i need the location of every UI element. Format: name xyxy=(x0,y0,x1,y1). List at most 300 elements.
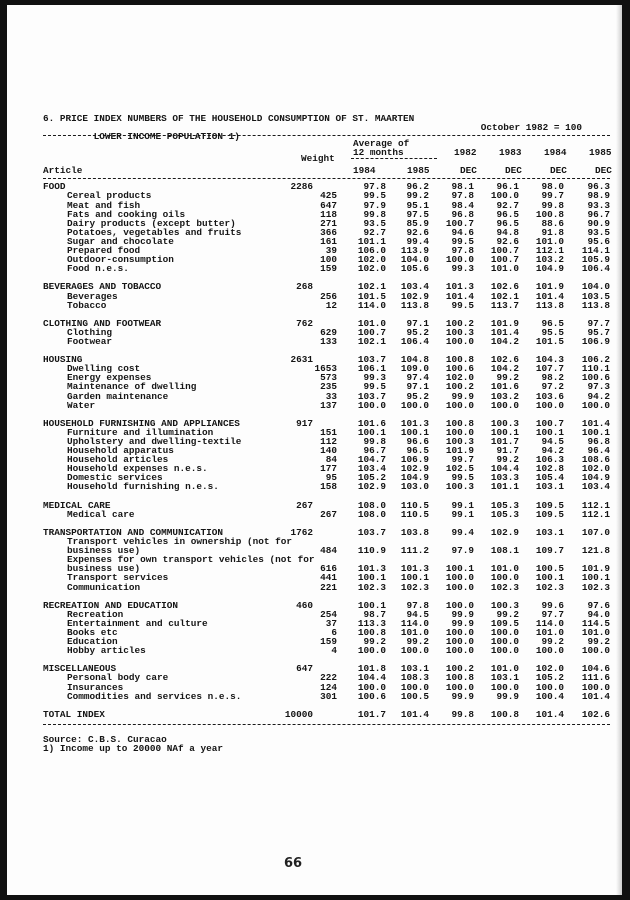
weight-value: 460 xyxy=(296,599,313,611)
header-average-line2: 12 months xyxy=(353,147,404,159)
dec-1985-value: 97.7 xyxy=(587,317,610,329)
avg-1984-value: 97.8 xyxy=(363,181,386,193)
dec-1982-value: 100.2 xyxy=(445,663,474,675)
article-name: CLOTHING AND FOOTWEAR xyxy=(43,317,162,329)
page-number: 66 xyxy=(284,856,303,871)
avg-1984-value: 102.3 xyxy=(357,581,386,593)
dec-1982-value: 101.3 xyxy=(445,281,474,293)
weight-value: 366 xyxy=(320,226,337,238)
total-row xyxy=(43,710,610,719)
weight-value: 616 xyxy=(320,563,337,575)
weight-value: 2631 xyxy=(290,354,313,366)
dec-1984-value: 103.1 xyxy=(535,481,564,493)
weight-value: 112 xyxy=(320,436,337,447)
dec-1982-value: 99.9 xyxy=(451,608,474,620)
dec-1982-value: 98.4 xyxy=(451,199,474,211)
article-name: Household apparatus xyxy=(67,445,174,457)
dec-1982-value: 100.3 xyxy=(445,436,474,447)
header-avg-1985: 1985 xyxy=(407,165,430,177)
avg-1985-value: 97.1 xyxy=(406,381,429,393)
table-row xyxy=(43,510,610,519)
dec-1985-value: 103.5 xyxy=(581,290,610,302)
header-dec-1983: DEC xyxy=(505,165,522,177)
article-name: Beverages xyxy=(67,290,118,302)
dec-1982-value: 100.0 xyxy=(445,254,474,266)
dec-1983-value: 100.7 xyxy=(490,245,519,257)
dec-1982-value: 100.0 xyxy=(445,645,474,657)
dec-1982-value: 99.5 xyxy=(451,235,474,247)
dec-1985-value: 112.1 xyxy=(581,499,610,511)
base-period: October 1982 = 100 xyxy=(480,122,582,134)
dec-1985-value: 96.4 xyxy=(587,445,610,457)
dec-1984-value: 99.8 xyxy=(541,199,564,211)
dec-1984-value: 101.4 xyxy=(535,290,564,302)
avg-1984-value: 103.4 xyxy=(357,463,386,475)
table-row xyxy=(43,482,610,491)
article-name: HOUSEHOLD FURNISHING AND APPLIANCES xyxy=(43,417,240,429)
dec-1984-value: 101.0 xyxy=(535,626,564,638)
dec-1983-value: 102.6 xyxy=(490,281,519,293)
avg-1985-value: 92.6 xyxy=(406,226,429,238)
dec-1982-value: 100.8 xyxy=(445,354,474,366)
dec-1982-value: 100.0 xyxy=(445,335,474,347)
dec-1982-value: 100.0 xyxy=(445,572,474,584)
article-name: Household articles xyxy=(67,454,169,466)
avg-1985-value: 97.8 xyxy=(406,599,429,611)
avg-1984-value: 99.2 xyxy=(363,636,386,648)
dec-1985-value: 100.1 xyxy=(581,572,610,584)
dec-1982-value: 100.0 xyxy=(445,426,474,438)
avg-1984-value: 99.3 xyxy=(363,372,386,384)
dec-1985-value: 111.6 xyxy=(581,672,610,684)
dec-1984-value: 98.2 xyxy=(541,372,564,384)
table-row xyxy=(43,301,610,310)
dec-1983-value: 96.5 xyxy=(496,217,519,229)
dec-1984-value: 114.0 xyxy=(535,617,564,629)
avg-1984-value: 113.3 xyxy=(357,617,386,629)
weight-value: 39 xyxy=(325,245,337,257)
avg-1985-value: 111.2 xyxy=(400,545,429,557)
avg-1985-value: 100.0 xyxy=(400,681,429,693)
avg-1985-value: 103.0 xyxy=(400,481,429,493)
avg-1985-value: 108.3 xyxy=(400,672,429,684)
header-dec-1982: DEC xyxy=(460,165,477,177)
avg-1984-value: 100.1 xyxy=(357,426,386,438)
dec-1984-value: 88.6 xyxy=(541,217,564,229)
dec-1982-value: 100.3 xyxy=(445,326,474,338)
dec-1983-value: 102.3 xyxy=(490,581,519,593)
dec-1982-value: 100.0 xyxy=(445,636,474,648)
dec-1985-value: 113.8 xyxy=(581,299,610,311)
article-name: Maintenance of dwelling xyxy=(67,381,197,393)
avg-1984-value: 102.1 xyxy=(357,335,386,347)
dec-1985-value: 94.0 xyxy=(587,608,610,620)
dec-1985-value: 102.3 xyxy=(581,581,610,593)
dec-1983-value: 96.1 xyxy=(496,181,519,193)
avg-1985-value: 101.3 xyxy=(400,563,429,575)
article-name: Meat and fish xyxy=(67,199,141,211)
article-name: Dairy products (except butter) xyxy=(67,217,236,229)
dec-1983-value: 105.3 xyxy=(490,499,519,511)
article-name: MISCELLANEOUS xyxy=(43,663,117,675)
weight-value: 271 xyxy=(320,217,337,229)
avg-1985-value: 95.2 xyxy=(406,390,429,402)
weight-value: 151 xyxy=(320,426,337,438)
article-name: TRANSPORTATION AND COMMUNICATION xyxy=(43,526,224,538)
avg-1984-value: 101.0 xyxy=(357,317,386,329)
weight-value: 221 xyxy=(320,581,337,593)
dec-1984-value: 99.7 xyxy=(541,190,564,202)
avg-1984-value: 101.1 xyxy=(357,235,386,247)
dec-1983-value: 99.9 xyxy=(496,690,519,702)
dec-1983-value: 100.1 xyxy=(490,426,519,438)
avg-1984-value: 100.1 xyxy=(357,599,386,611)
avg-1984-value: 101.7 xyxy=(357,708,386,720)
dec-1984-value: 98.0 xyxy=(541,181,564,193)
weight-value: 647 xyxy=(296,663,313,675)
article-name: Domestic services xyxy=(67,472,163,484)
dec-1983-value: 99.2 xyxy=(496,372,519,384)
dec-1982-value: 97.9 xyxy=(451,545,474,557)
table-header xyxy=(43,139,610,175)
table-row xyxy=(43,337,610,346)
weight-value: 118 xyxy=(320,208,337,220)
dec-1985-value: 97.3 xyxy=(587,381,610,393)
avg-1984-value: 102.0 xyxy=(357,254,386,266)
avg-1984-value: 103.7 xyxy=(357,390,386,402)
article-name: Furniture and illumination xyxy=(67,426,214,438)
article-name: Household expenses n.e.s. xyxy=(67,463,208,475)
dec-1983-value: 92.7 xyxy=(496,199,519,211)
dec-1982-value: 99.8 xyxy=(451,708,474,720)
dec-1982-value: 98.1 xyxy=(451,181,474,193)
weight-value: 177 xyxy=(320,463,337,475)
avg-1984-value: 99.8 xyxy=(363,436,386,447)
dec-1984-value: 109.5 xyxy=(535,499,564,511)
dec-1982-value: 100.3 xyxy=(445,481,474,493)
dec-1983-value: 101.0 xyxy=(490,263,519,275)
footnote-1: 1) Income up to 20000 NAf a year xyxy=(43,743,224,755)
dec-1984-value: 102.3 xyxy=(535,581,564,593)
article-name: Cereal products xyxy=(67,190,152,202)
dec-1982-value: 99.3 xyxy=(451,263,474,275)
dec-1985-value: 114.1 xyxy=(581,245,610,257)
article-name: BEVERAGES AND TOBACCO xyxy=(43,281,162,293)
article-name: HOUSING xyxy=(43,354,83,366)
weight-value: 1653 xyxy=(314,363,337,375)
article-name-continuation: business use) xyxy=(67,545,141,557)
dec-1982-value: 100.2 xyxy=(445,317,474,329)
weight-value: 917 xyxy=(296,417,313,429)
avg-1985-value: 103.4 xyxy=(400,281,429,293)
avg-1985-value: 104.0 xyxy=(400,254,429,266)
dec-1984-value: 100.0 xyxy=(535,681,564,693)
dec-1982-value: 97.8 xyxy=(451,245,474,257)
dec-1983-value: 101.1 xyxy=(490,481,519,493)
avg-1985-value: 101.0 xyxy=(400,626,429,638)
avg-1985-value: 105.6 xyxy=(400,263,429,275)
avg-1984-value: 100.7 xyxy=(357,326,386,338)
dec-1985-value: 106.9 xyxy=(581,335,610,347)
dec-1983-value: 94.8 xyxy=(496,226,519,238)
table-row xyxy=(43,646,610,655)
dec-1984-value: 94.5 xyxy=(541,436,564,447)
spacer-row xyxy=(43,492,610,501)
dec-1984-value: 99.2 xyxy=(541,636,564,648)
table-title-line-1: 6. PRICE INDEX NUMBERS OF THE HOUSEHOLD CONSUMPTION OF ST. MAARTEN xyxy=(43,113,415,124)
weight-value: 573 xyxy=(320,372,337,384)
dec-1983-value: 100.0 xyxy=(490,645,519,657)
article-name-continuation: business use) xyxy=(67,563,141,575)
article-name: Personal body care xyxy=(67,672,169,684)
article-name: Household furnishing n.e.s. xyxy=(67,481,219,493)
avg-1985-value: 95.1 xyxy=(406,199,429,211)
table-row xyxy=(43,692,610,701)
weight-value: 10000 xyxy=(284,708,313,720)
avg-1984-value: 92.7 xyxy=(363,226,386,238)
avg-1985-value: 113.9 xyxy=(400,245,429,257)
dec-1984-value: 100.8 xyxy=(535,208,564,220)
dec-1985-value: 100.6 xyxy=(581,372,610,384)
table-row xyxy=(43,619,610,628)
weight-value: 140 xyxy=(320,445,337,457)
dec-1985-value: 102.0 xyxy=(581,463,610,475)
dec-1982-value: 99.7 xyxy=(451,454,474,466)
dec-1985-value: 112.1 xyxy=(581,508,610,520)
table-row xyxy=(43,264,610,273)
table-title-line-2 xyxy=(43,122,610,143)
avg-1984-value: 106.1 xyxy=(357,363,386,375)
weight-value: 267 xyxy=(296,499,313,511)
avg-1985-value: 95.2 xyxy=(406,326,429,338)
weight-value: 441 xyxy=(320,572,337,584)
dec-1982-value: 100.0 xyxy=(445,626,474,638)
footnotes xyxy=(43,735,610,753)
avg-1985-value: 96.6 xyxy=(406,436,429,447)
article-name: Food n.e.s. xyxy=(67,263,129,275)
article-name: Recreation xyxy=(67,608,124,620)
avg-1985-value: 94.5 xyxy=(406,608,429,620)
article-name: Upholstery and dwelling-textile xyxy=(67,436,242,447)
dec-1983-value: 91.7 xyxy=(496,445,519,457)
dec-1984-value: 96.5 xyxy=(541,317,564,329)
divider xyxy=(43,724,610,725)
dec-1985-value: 95.6 xyxy=(587,235,610,247)
avg-1984-value: 99.8 xyxy=(363,208,386,220)
dec-1984-value: 112.1 xyxy=(535,245,564,257)
dec-1984-value: 100.1 xyxy=(535,572,564,584)
avg-1985-value: 106.9 xyxy=(400,454,429,466)
avg-1985-value: 102.3 xyxy=(400,581,429,593)
dec-1983-value: 101.7 xyxy=(490,436,519,447)
dec-1983-value: 102.9 xyxy=(490,526,519,538)
dec-1985-value: 114.5 xyxy=(581,617,610,629)
avg-1985-value: 104.8 xyxy=(400,354,429,366)
dec-1983-value: 109.5 xyxy=(490,617,519,629)
dec-1985-value: 104.9 xyxy=(581,472,610,484)
weight-value: 161 xyxy=(320,235,337,247)
avg-1984-value: 110.9 xyxy=(357,545,386,557)
avg-1985-value: 114.0 xyxy=(400,617,429,629)
dec-1982-value: 99.9 xyxy=(451,617,474,629)
dec-1982-value: 99.5 xyxy=(451,472,474,484)
avg-1985-value: 97.1 xyxy=(406,317,429,329)
dec-1983-value: 100.3 xyxy=(490,417,519,429)
dec-1984-value: 113.8 xyxy=(535,299,564,311)
article-name: Transport services xyxy=(67,572,169,584)
dec-1984-value: 100.0 xyxy=(535,399,564,411)
dec-1984-value: 101.5 xyxy=(535,335,564,347)
dec-1982-value: 100.8 xyxy=(445,672,474,684)
dec-1984-value: 100.0 xyxy=(535,645,564,657)
article-name: Sugar and chocolate xyxy=(67,235,174,247)
weight-value: 235 xyxy=(320,381,337,393)
dec-1985-value: 105.9 xyxy=(581,254,610,266)
dec-1983-value: 101.6 xyxy=(490,381,519,393)
header-weight: Weight xyxy=(301,153,335,165)
dec-1983-value: 103.3 xyxy=(490,472,519,484)
weight-value: 137 xyxy=(320,399,337,411)
dec-1984-value: 105.4 xyxy=(535,472,564,484)
dec-1983-value: 100.0 xyxy=(490,681,519,693)
weight-value: 159 xyxy=(320,263,337,275)
dec-1983-value: 100.7 xyxy=(490,254,519,266)
dec-1983-value: 103.2 xyxy=(490,390,519,402)
avg-1985-value: 99.4 xyxy=(406,235,429,247)
article-name: Dwelling cost xyxy=(67,363,141,375)
avg-1984-value: 100.6 xyxy=(357,690,386,702)
dec-1985-value: 107.0 xyxy=(581,526,610,538)
dec-1984-value: 101.4 xyxy=(535,708,564,720)
weight-value: 222 xyxy=(320,672,337,684)
dec-1983-value: 96.5 xyxy=(496,208,519,220)
dec-1985-value: 103.4 xyxy=(581,481,610,493)
dec-1983-value: 103.1 xyxy=(490,672,519,684)
header-average-line1: Average of xyxy=(353,138,410,150)
dec-1985-value: 110.1 xyxy=(581,363,610,375)
dec-1982-value: 100.0 xyxy=(445,581,474,593)
avg-1985-value: 104.9 xyxy=(400,472,429,484)
dec-1983-value: 101.9 xyxy=(490,317,519,329)
avg-1984-value: 101.6 xyxy=(357,417,386,429)
article-name: Communication xyxy=(67,581,141,593)
dec-1984-value: 91.8 xyxy=(541,226,564,238)
dec-1985-value: 100.1 xyxy=(581,426,610,438)
dec-1982-value: 100.0 xyxy=(445,599,474,611)
avg-1985-value: 97.5 xyxy=(406,208,429,220)
dec-1984-value: 102.8 xyxy=(535,463,564,475)
article-name: RECREATION AND EDUCATION xyxy=(43,599,179,611)
header-dec-1984: DEC xyxy=(550,165,567,177)
avg-1985-value: 103.1 xyxy=(400,663,429,675)
dec-1985-value: 96.3 xyxy=(587,181,610,193)
dec-1983-value: 100.0 xyxy=(490,572,519,584)
dec-1982-value: 99.9 xyxy=(451,390,474,402)
dec-1985-value: 98.9 xyxy=(587,190,610,202)
dec-1984-value: 103.1 xyxy=(535,526,564,538)
avg-1984-value: 99.5 xyxy=(363,190,386,202)
weight-value: 37 xyxy=(325,617,337,629)
avg-1984-value: 100.0 xyxy=(357,681,386,693)
article-name: Expenses for own transport vehicles (not for xyxy=(67,554,315,566)
dec-1982-value: 100.1 xyxy=(445,563,474,575)
price-index-table xyxy=(43,182,610,719)
spacer-row xyxy=(43,655,610,664)
table-row xyxy=(43,401,610,410)
avg-1985-value: 100.5 xyxy=(400,690,429,702)
article-name: Fats and cooking oils xyxy=(67,208,186,220)
dec-1985-value: 96.7 xyxy=(587,208,610,220)
dec-1982-value: 102.0 xyxy=(445,372,474,384)
dec-1985-value: 94.2 xyxy=(587,390,610,402)
dec-1983-value: 100.3 xyxy=(490,599,519,611)
dec-1984-value: 105.2 xyxy=(535,672,564,684)
article-name: Potatoes, vegetables and fruits xyxy=(67,226,242,238)
dec-1985-value: 101.0 xyxy=(581,626,610,638)
dec-1982-value: 99.9 xyxy=(451,690,474,702)
dec-1984-value: 97.7 xyxy=(541,608,564,620)
header-year-1984: 1984 xyxy=(544,147,567,159)
dec-1985-value: 102.6 xyxy=(581,708,610,720)
avg-1984-value: 100.1 xyxy=(357,572,386,584)
avg-1984-value: 102.1 xyxy=(357,281,386,293)
avg-1984-value: 101.3 xyxy=(357,563,386,575)
dec-1985-value: 97.6 xyxy=(587,599,610,611)
dec-1985-value: 104.6 xyxy=(581,663,610,675)
dec-1985-value: 95.7 xyxy=(587,326,610,338)
table-subtitle: LOWER INCOME POPULATION 1) xyxy=(76,131,240,143)
dec-1984-value: 100.1 xyxy=(535,426,564,438)
dec-1985-value: 100.0 xyxy=(581,399,610,411)
weight-value: 256 xyxy=(320,290,337,302)
weight-value: 301 xyxy=(320,690,337,702)
avg-1985-value: 110.5 xyxy=(400,508,429,520)
dec-1982-value: 99.5 xyxy=(451,299,474,311)
article-name: Hobby articles xyxy=(67,645,146,657)
dec-1984-value: 94.2 xyxy=(541,445,564,457)
dec-1985-value: 121.8 xyxy=(581,545,610,557)
weight-value: 647 xyxy=(320,199,337,211)
article-name: MEDICAL CARE xyxy=(43,499,111,511)
avg-1985-value: 100.0 xyxy=(400,399,429,411)
price-index-document xyxy=(43,114,610,753)
dec-1983-value: 100.0 xyxy=(490,626,519,638)
avg-1984-value: 96.7 xyxy=(363,445,386,457)
avg-1985-value: 100.0 xyxy=(400,645,429,657)
table-row xyxy=(43,583,610,592)
article-name: Books etc xyxy=(67,626,118,638)
dec-1985-value: 93.3 xyxy=(587,199,610,211)
weight-value: 267 xyxy=(320,508,337,520)
weight-value: 84 xyxy=(325,454,337,466)
dec-1984-value: 109.7 xyxy=(535,545,564,557)
avg-1984-value: 101.5 xyxy=(357,290,386,302)
dec-1983-value: 104.2 xyxy=(490,363,519,375)
avg-1984-value: 101.8 xyxy=(357,663,386,675)
average-underline xyxy=(351,158,437,159)
dec-1985-value: 106.2 xyxy=(581,354,610,366)
dec-1982-value: 99.1 xyxy=(451,499,474,511)
dec-1984-value: 106.3 xyxy=(535,454,564,466)
avg-1985-value: 96.2 xyxy=(406,181,429,193)
header-article: Article xyxy=(43,165,83,177)
dec-1983-value: 102.1 xyxy=(490,290,519,302)
header-year-1982: 1982 xyxy=(454,147,477,159)
dec-1985-value: 93.5 xyxy=(587,226,610,238)
dec-1984-value: 100.4 xyxy=(535,690,564,702)
dec-1984-value: 103.2 xyxy=(535,254,564,266)
dec-1984-value: 103.6 xyxy=(535,390,564,402)
